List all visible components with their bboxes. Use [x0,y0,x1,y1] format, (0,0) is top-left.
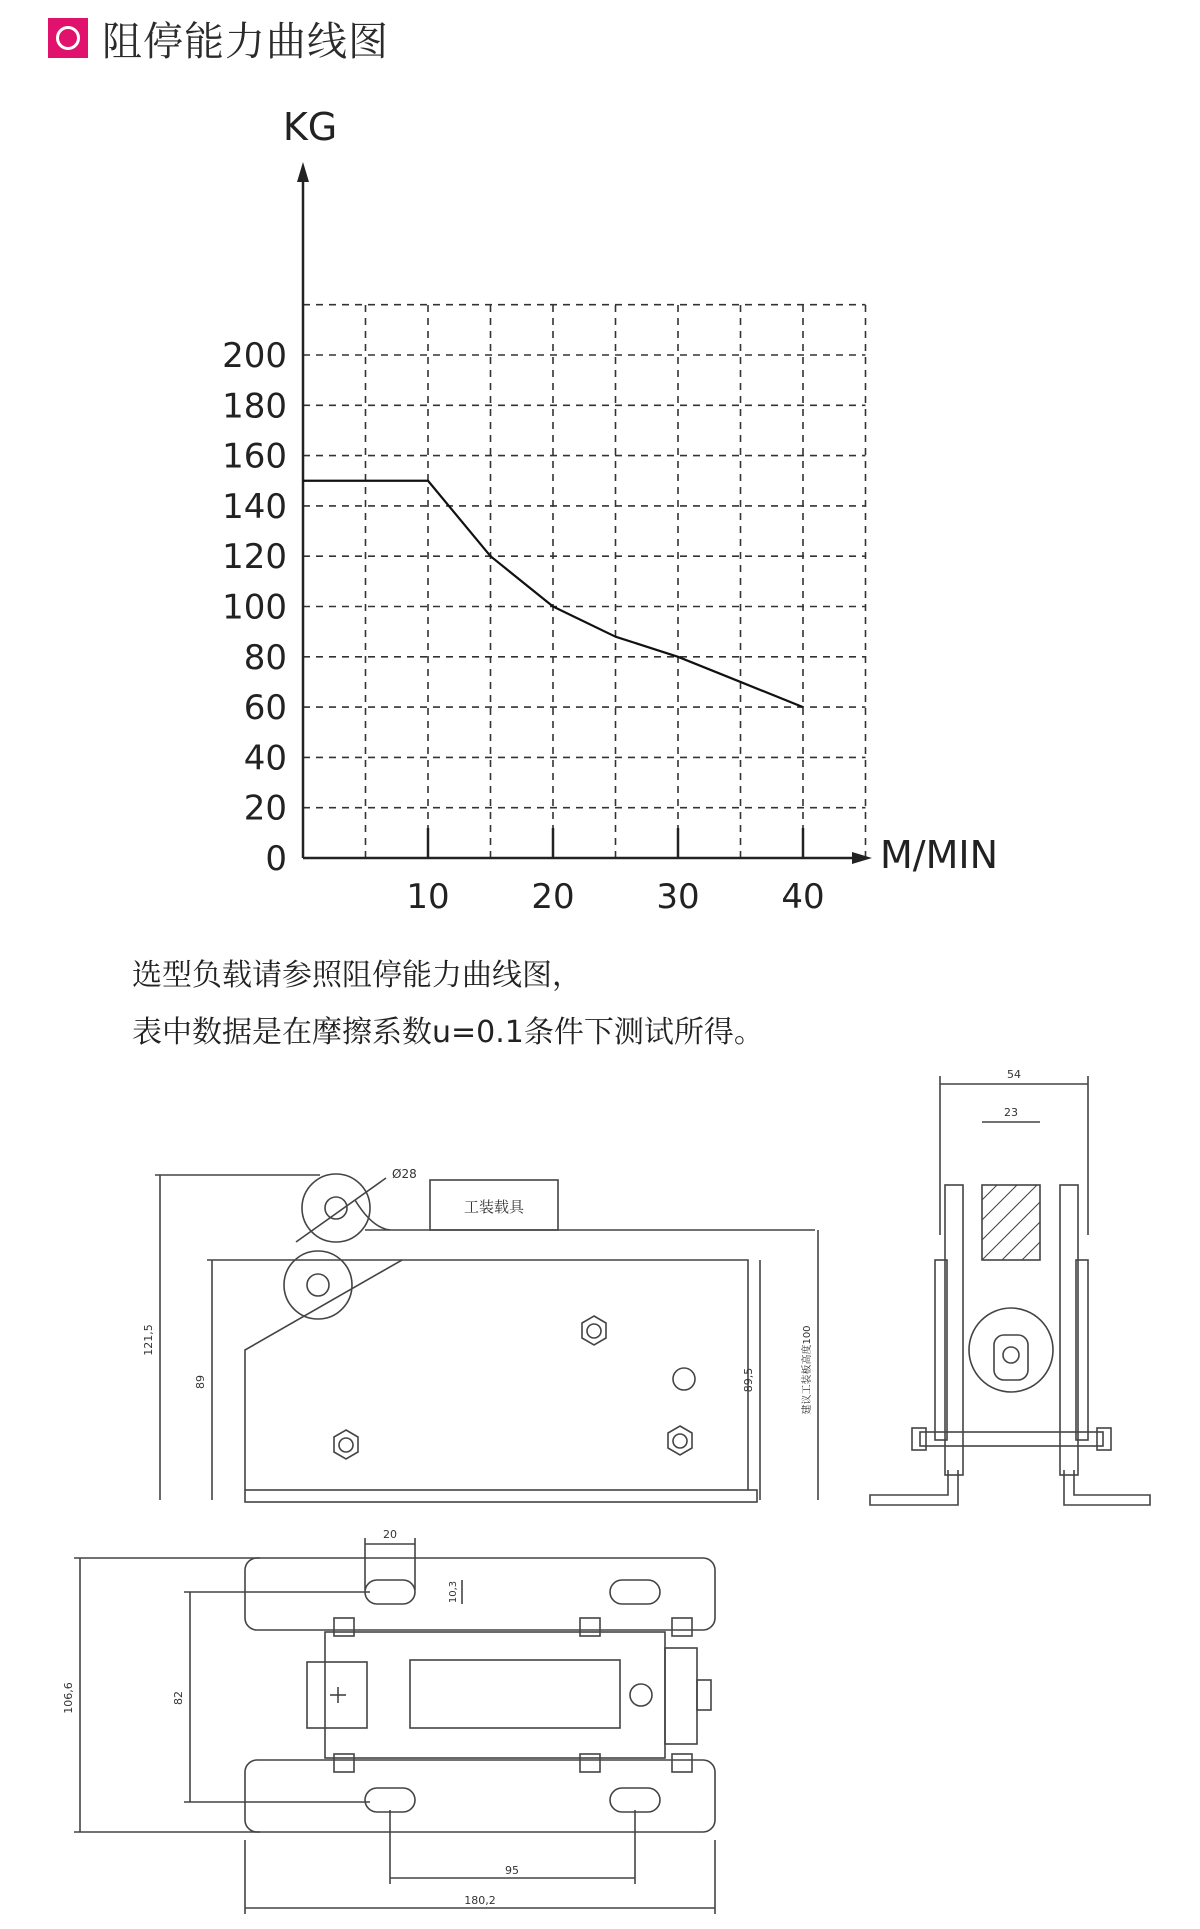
slot-upper-right [610,1580,660,1604]
chart-grid [303,305,866,858]
cylinder-body [325,1632,665,1758]
dim-width-23: 23 [1004,1106,1018,1119]
slot-lower-right [610,1788,660,1812]
top-base-plate-lower [245,1760,715,1832]
y-tick-label: 140 [222,486,287,527]
roller-hatch [982,1185,1040,1260]
pin-hole [673,1368,695,1390]
slot-lower-left [365,1788,415,1812]
dim-slot-10-3: 10,3 [448,1580,459,1604]
end-knob [697,1680,711,1710]
top-base-plate-upper [245,1558,715,1630]
y-tick-label: 200 [222,336,287,376]
y-tick-label: 20 [243,788,287,829]
x-tick-label: 30 [656,877,700,917]
hex-bolt-right [668,1426,692,1455]
bolt-5 [580,1754,600,1772]
hex-bolt-right-hole [673,1434,687,1448]
dim-diameter: Ø28 [392,1167,417,1181]
bolt-6 [672,1754,692,1772]
section-header [48,10,389,66]
roller-block [982,1185,1040,1260]
x-tick-label: 40 [781,877,825,917]
cylinder-barrel [410,1660,620,1728]
dim-overall-height: 121,5 [142,1324,155,1356]
stopper-body [245,1260,748,1490]
stopping-capacity-chart [0,90,1200,920]
hex-bolt-top [582,1316,606,1345]
y-axis-arrow [297,162,309,182]
x-axis-label: M/MIN [880,833,999,877]
technical-drawings [0,1050,1200,1929]
x-tick-label: 10 [406,877,450,917]
top-view-drawing [62,1528,715,1914]
y-tick-label: 0 [265,839,287,879]
end-cap [665,1648,697,1744]
dim-length-180-2: 180,2 [464,1894,496,1907]
dim-spacing-95: 95 [505,1864,519,1877]
test-condition-note: 表中数据是在摩擦系数u=0.1条件下测试所得。 [132,1015,764,1050]
dim-height-89-5: 89,5 [742,1367,755,1393]
bolt-4 [334,1754,354,1772]
y-tick-label: 120 [222,537,287,578]
hex-bolt-left [334,1430,358,1459]
selection-note: 选型负载请参照阻停能力曲线图， [132,958,582,993]
dim-slot-20: 20 [383,1528,397,1541]
hex-bolt-top-hole [587,1324,601,1338]
x-axis-arrow [852,852,872,864]
dim-height-82: 82 [172,1691,185,1705]
bolt-3 [672,1618,692,1636]
chart-tick-labels [222,336,825,917]
lower-roller-hub [307,1274,329,1296]
slot-upper-left [365,1580,415,1604]
dim-width-54: 54 [1007,1068,1021,1081]
fixture-label: 工装载具 [463,1198,525,1216]
arm [355,1200,390,1230]
ring-icon [48,18,88,58]
y-tick-label: 80 [243,637,287,678]
dim-height-89: 89 [194,1375,207,1389]
y-tick-label: 60 [243,688,287,729]
section-title: 阻停能力曲线图 [102,18,389,65]
cylinder-port [630,1684,652,1706]
hex-bolt-left-hole [339,1438,353,1452]
wheel-center [1003,1347,1019,1363]
base-plate [245,1490,757,1502]
x-tick-label: 20 [531,877,575,917]
bolt-1 [334,1618,354,1636]
bolt-2 [580,1618,600,1636]
y-tick-label: 180 [222,386,287,427]
fixture-height-note: 建议工装板高度100 [802,1325,813,1415]
end-view-drawing [870,1068,1150,1505]
dim-height-106-6: 106,6 [62,1682,75,1714]
chart-axes [283,105,998,877]
y-tick-label: 100 [222,587,287,628]
side-view-drawing [142,1167,818,1502]
y-tick-label: 160 [222,436,287,477]
wheel-hub [994,1335,1028,1380]
y-axis-label: KG [282,105,338,149]
y-tick-label: 40 [243,738,287,779]
